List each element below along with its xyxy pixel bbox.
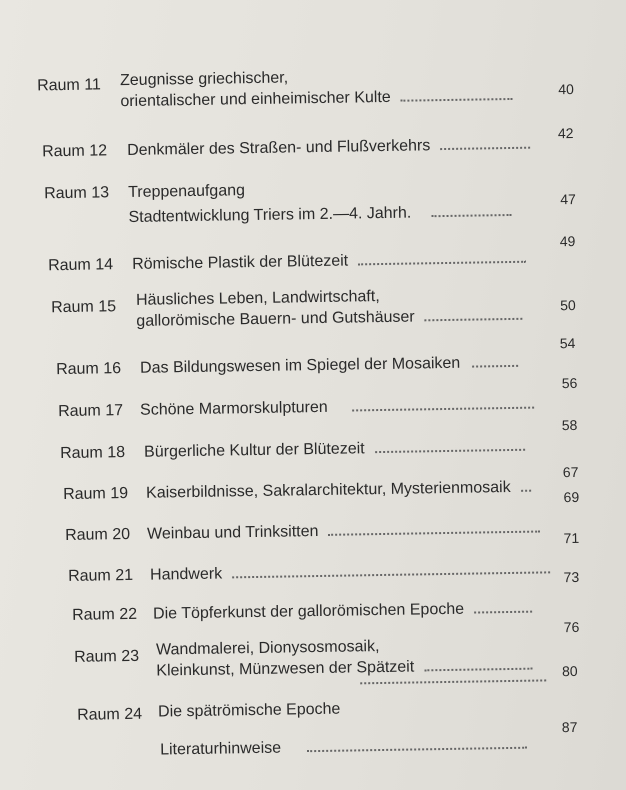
page-number: 73 xyxy=(563,568,580,586)
title-line: Die spätrömische Epoche xyxy=(157,700,341,721)
page-number: 58 xyxy=(561,416,578,434)
dot-leader xyxy=(424,668,532,672)
entry-title xyxy=(156,634,533,682)
page-number: 67 xyxy=(562,463,579,481)
toc-entry-literaturhinweise xyxy=(0,718,626,759)
entry-title xyxy=(153,598,532,625)
toc-entry-raum-13 xyxy=(0,176,626,226)
title-line xyxy=(146,477,531,504)
room-number: Raum 13 xyxy=(43,184,110,203)
room-number: Raum 12 xyxy=(41,142,108,161)
toc-entry-raum-14 xyxy=(0,232,626,275)
room-number: Raum 15 xyxy=(50,298,117,317)
page-number: 40 xyxy=(558,80,574,98)
title-line xyxy=(132,248,526,275)
entry-title xyxy=(140,352,518,379)
title-line xyxy=(140,352,518,379)
dot-leader xyxy=(440,147,530,150)
toc-entry-raum-12 xyxy=(0,124,626,161)
dot-leader xyxy=(431,214,511,217)
entry-title xyxy=(127,134,531,161)
room-number: Raum 16 xyxy=(55,360,122,379)
title-line-text: Bürgerliche Kultur der Blütezeit xyxy=(143,440,365,461)
title-line xyxy=(156,655,532,682)
toc-entry-raum-15 xyxy=(0,288,626,330)
dot-leader xyxy=(360,679,546,684)
entry-title xyxy=(144,436,525,463)
dot-leader xyxy=(232,571,550,578)
title-line: Wandmalerei, Dionysosmosaik, xyxy=(155,638,380,659)
entry-title xyxy=(146,477,531,504)
entry-title xyxy=(120,64,513,112)
title-line-text: Kaiserbildnisse, Sakralarchitektur, Mysterienmosaik xyxy=(145,478,511,502)
title-line xyxy=(153,598,532,625)
entry-title xyxy=(136,284,523,332)
entry-title xyxy=(150,558,550,585)
entry-title xyxy=(160,734,527,761)
title-line-text: gallorömische Bauern- und Gutshäuser xyxy=(136,308,415,330)
dot-leader xyxy=(401,98,513,102)
title-line xyxy=(140,394,534,421)
page-number: 42 xyxy=(557,124,574,142)
dot-leader xyxy=(472,365,518,368)
dot-leader xyxy=(352,407,534,412)
page-number: 71 xyxy=(563,529,580,547)
page-number: 47 xyxy=(560,190,576,208)
room-number: Raum 23 xyxy=(73,647,140,666)
title-line-text: Weinbau und Trinksitten xyxy=(146,522,319,543)
dot-leader xyxy=(375,449,525,453)
entry-title xyxy=(147,518,541,545)
title-line-text: Denkmäler des Straßen- und Flußverkehrs xyxy=(126,137,431,160)
toc-entry-raum-24 xyxy=(0,698,626,724)
title-line-text: Literaturhinweise xyxy=(160,739,282,759)
room-number: Raum 21 xyxy=(67,566,134,585)
page-number: 80 xyxy=(561,662,578,680)
room-number: Raum 24 xyxy=(76,705,143,724)
toc-entry-raum-11 xyxy=(0,68,626,111)
room-number: Raum 11 xyxy=(36,76,101,95)
title-line-text: Stadtentwicklung Triers im 2.—4. Jahrh. xyxy=(128,204,412,226)
title-line-text: Das Bildungswesen im Spiegel der Mosaiken xyxy=(139,354,461,377)
title-line-text: Schöne Marmorskulpturen xyxy=(139,398,328,419)
room-number: Raum 19 xyxy=(62,484,129,504)
title-line-text: orientalischer und einheimischer Kulte xyxy=(120,88,391,111)
page-number: 69 xyxy=(563,488,580,506)
room-number: Raum 17 xyxy=(57,402,124,421)
title-line xyxy=(144,436,525,463)
dot-leader xyxy=(425,318,523,322)
page-number: 49 xyxy=(559,232,576,250)
toc-entry-raum-18 xyxy=(0,416,626,463)
entry-title xyxy=(140,394,534,421)
title-line xyxy=(127,134,531,161)
title-line-text: Handwerk xyxy=(149,565,223,584)
entry-title xyxy=(132,248,526,275)
page-number: 87 xyxy=(561,718,578,736)
title-line xyxy=(128,199,511,230)
title-line xyxy=(147,518,541,545)
room-number: Raum 20 xyxy=(64,525,131,544)
title-line xyxy=(150,558,550,585)
title-line: Häusliches Leben, Landwirtschaft, xyxy=(135,288,380,309)
title-line: Treppenaufgang xyxy=(127,182,246,201)
room-number: Raum 22 xyxy=(71,605,138,624)
room-number: Raum 18 xyxy=(59,444,126,463)
title-line-text: Kleinkunst, Münzwesen der Spätzeit xyxy=(156,658,415,680)
dot-leader xyxy=(474,611,532,614)
entry-title xyxy=(158,699,341,723)
toc-entry-raum-16 xyxy=(0,334,626,379)
dot-leader xyxy=(358,261,526,266)
title-line-text: Die Töpferkunst der gallorömischen Epoche xyxy=(152,600,465,623)
page-number: 54 xyxy=(559,334,576,352)
dot-leader xyxy=(328,531,540,536)
page-number: 50 xyxy=(560,296,576,314)
toc-entry-raum-17 xyxy=(0,374,626,421)
page-number: 56 xyxy=(561,374,578,392)
entry-title xyxy=(128,174,512,230)
title-line: Zeugnisse griechischer, xyxy=(119,69,289,90)
dot-leader xyxy=(307,747,527,752)
title-line-text: Römische Plastik der Blütezeit xyxy=(131,252,349,273)
dot-leader xyxy=(521,490,531,492)
room-number: Raum 14 xyxy=(47,256,114,275)
page-number: 76 xyxy=(563,618,580,636)
title-line xyxy=(160,734,527,761)
